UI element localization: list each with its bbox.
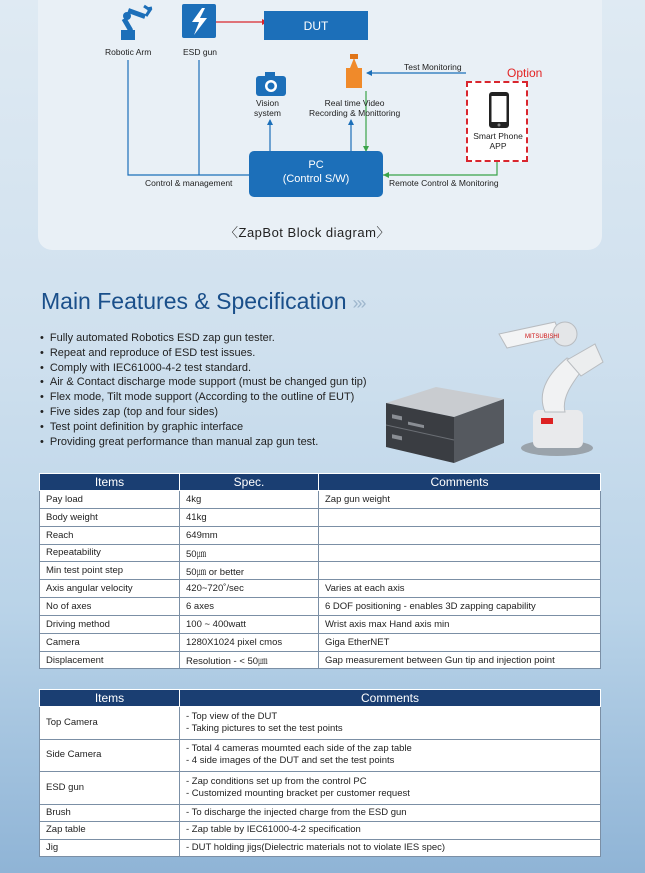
table-row (40, 615, 601, 633)
table-cell: Zap gun weight (319, 491, 601, 509)
table-cell: 50㎛ (180, 544, 319, 562)
table-cell (180, 707, 601, 740)
table-cell: 6 DOF positioning - enables 3D zapping capability (319, 598, 601, 616)
smart-phone-label: Smart Phone APP (473, 131, 523, 152)
table-cell: 420~720˚/sec (180, 580, 319, 598)
table-row (40, 580, 601, 598)
comment-line: - Taking pictures to set the test points (186, 722, 343, 734)
option-label: Option (507, 66, 543, 80)
robotic-arm-icon (121, 6, 152, 40)
list-item: • Five sides zap (top and four sides) (40, 405, 367, 420)
table-cell: Reach (40, 526, 180, 544)
feature-list (40, 331, 367, 449)
list-item: • Test point definition by graphic interface (40, 420, 367, 435)
list-item: • Comply with IEC61000-4-2 test standard. (40, 361, 367, 376)
pc-box (249, 151, 383, 197)
table-row (40, 508, 601, 526)
table-cell: 1280X1024 pixel cmos (180, 633, 319, 651)
table-header-row (40, 690, 601, 707)
table-row (40, 491, 601, 509)
table-cell: Gap measurement between Gun tip and injection point (319, 651, 601, 669)
column-header: Comments (180, 690, 601, 707)
table-row (40, 544, 601, 562)
component-table (39, 689, 601, 857)
table-cell: Resolution - < 50㎛ (180, 651, 319, 669)
pc-title: PC (308, 159, 324, 171)
table-cell: Driving method (40, 615, 180, 633)
table-cell: Jig (40, 839, 180, 857)
list-item: • Repeat and reproduce of ESD test issues. (40, 346, 367, 361)
comment-line: - 4 side images of the DUT and set the test points (186, 755, 395, 767)
comment-line: - Top view of the DUT (186, 710, 278, 722)
esd-gun-icon (182, 4, 216, 38)
table-cell: Repeatability (40, 544, 180, 562)
robotic-arm-label: Robotic Arm (105, 47, 152, 57)
smartphone-icon (489, 92, 509, 128)
table-row (40, 707, 601, 740)
table-cell: 41kg (180, 508, 319, 526)
list-item: • Providing great performance than manual zap gun test. (40, 435, 367, 450)
robot-arm-image (495, 318, 610, 458)
table-cell: - Zap table by IEC61000-4-2 specification (180, 822, 601, 840)
list-item: • Fully automated Robotics ESD zap gun tester. (40, 331, 367, 346)
table-cell: Zap table (40, 822, 180, 840)
table-cell: 649mm (180, 526, 319, 544)
dut-box: DUT (264, 11, 368, 40)
section-title (41, 288, 365, 315)
chevron-right-icon: ››› (352, 293, 365, 313)
comment-line: - Customized mounting bracket per customer request (186, 787, 410, 799)
table-row (40, 804, 601, 822)
video-camera-icon (346, 54, 362, 88)
table-row (40, 562, 601, 580)
table-cell: Varies at each axis (319, 580, 601, 598)
table-cell (180, 739, 601, 772)
table-cell: 50㎛ or better (180, 562, 319, 580)
remote-control-label: Remote Control & Monitoring (389, 178, 499, 188)
table-row (40, 633, 601, 651)
comment-line: - Total 4 cameras moumted each side of the zap table (186, 743, 412, 755)
pc-subtitle: (Control S/W) (282, 172, 350, 185)
table-cell (319, 544, 601, 562)
robot-brand-text: MITSUBISHI (525, 334, 560, 340)
comment-line: - Zap conditions set up from the control PC (186, 775, 367, 787)
table-cell: 4kg (180, 491, 319, 509)
table-row (40, 526, 601, 544)
table-cell: Pay load (40, 491, 180, 509)
table-cell (180, 772, 601, 805)
table-row (40, 839, 601, 857)
vision-system-label: Vision system (254, 98, 281, 119)
table-cell: 6 axes (180, 598, 319, 616)
table-row (40, 598, 601, 616)
table-cell (319, 562, 601, 580)
control-management-label: Control & management (145, 178, 233, 188)
table-cell: Axis angular velocity (40, 580, 180, 598)
table-row (40, 651, 601, 669)
column-header: Items (40, 474, 180, 491)
table-cell: Top Camera (40, 707, 180, 740)
table-cell: Side Camera (40, 739, 180, 772)
table-row (40, 822, 601, 840)
table-cell (319, 526, 601, 544)
column-header: Items (40, 690, 180, 707)
table-cell: Min test point step (40, 562, 180, 580)
table-row (40, 739, 601, 772)
table-cell: Wrist axis max Hand axis min (319, 615, 601, 633)
table-cell: - DUT holding jigs(Dielectric materials not to violate IES spec) (180, 839, 601, 857)
video-recording-label: Real time Video Recording & Monittoring (309, 98, 401, 119)
table-cell: Brush (40, 804, 180, 822)
table-cell: No of axes (40, 598, 180, 616)
spec-table (39, 473, 601, 669)
diagram-caption: 〈ZapBot Block diagram〉 (225, 225, 390, 240)
list-item: • Flex mode, Tilt mode support (According to the outline of EUT) (40, 390, 367, 405)
column-header: Comments (319, 474, 601, 491)
table-cell: Camera (40, 633, 180, 651)
table-cell: Body weight (40, 508, 180, 526)
table-header-row (40, 474, 601, 491)
esd-gun-label: ESD gun (183, 47, 218, 57)
list-item: • Air & Contact discharge mode support (must be changed gun tip) (40, 375, 367, 390)
camera-icon (256, 72, 286, 96)
table-cell (319, 508, 601, 526)
column-header: Spec. (180, 474, 319, 491)
table-row (40, 772, 601, 805)
control-pc-image (386, 385, 506, 465)
table-cell: Giga EtherNET (319, 633, 601, 651)
table-cell: Displacement (40, 651, 180, 669)
table-cell: 100 ~ 400watt (180, 615, 319, 633)
table-cell: ESD gun (40, 772, 180, 805)
section-title-text: Main Features & Specification (41, 288, 347, 314)
test-monitoring-label: Test Monitoring (404, 62, 462, 72)
table-cell: - To discharge the injected charge from the ESD gun (180, 804, 601, 822)
